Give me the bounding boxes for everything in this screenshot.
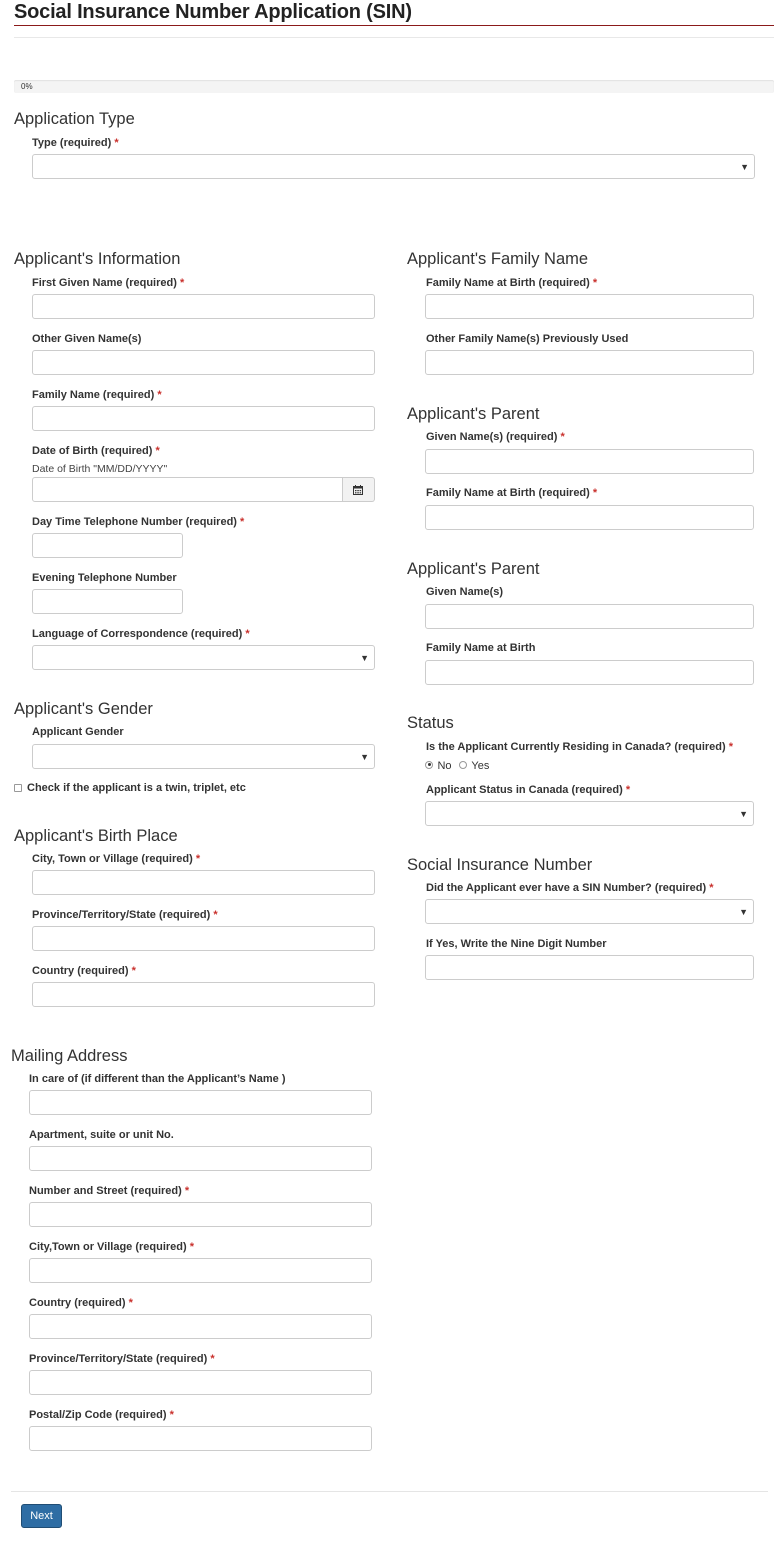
section-birth-place: Applicant's Birth Place: [14, 827, 178, 845]
family-name-at-birth-input[interactable]: [425, 294, 754, 319]
in-care-of-input[interactable]: [29, 1090, 372, 1115]
twin-checkbox-label: Check if the applicant is a twin, triplet, etc: [27, 782, 246, 794]
birth-province-label: Province/Territory/State (required) *: [32, 909, 218, 921]
type-select[interactable]: [32, 154, 755, 179]
apartment-input[interactable]: [29, 1146, 372, 1171]
radio-yes[interactable]: [459, 761, 467, 769]
postal-code-label: Postal/Zip Code (required) *: [29, 1409, 174, 1421]
street-label: Number and Street (required) *: [29, 1185, 190, 1197]
dob-input[interactable]: [32, 477, 343, 502]
had-sin-select[interactable]: [425, 899, 754, 924]
in-care-of-label: In care of (if different than the Applicant’s Name ): [29, 1073, 286, 1085]
family-name-at-birth-label: Family Name at Birth (required) *: [426, 277, 598, 289]
chevron-down-icon: ▼: [740, 162, 749, 172]
radio-no[interactable]: [425, 761, 433, 769]
first-given-name-label: First Given Name (required) *: [32, 277, 185, 289]
parent1-family-name-input[interactable]: [425, 505, 754, 530]
birth-city-label: City, Town or Village (required) *: [32, 853, 201, 865]
parent1-given-names-label: Given Name(s) (required) *: [426, 431, 565, 443]
footer-divider: [11, 1491, 768, 1492]
calendar-icon: [353, 485, 363, 495]
sin-number-label: If Yes, Write the Nine Digit Number: [426, 938, 607, 950]
chevron-down-icon: ▼: [739, 907, 748, 917]
evening-phone-label: Evening Telephone Number: [32, 572, 177, 584]
other-given-names-input[interactable]: [32, 350, 375, 375]
mailing-province-input[interactable]: [29, 1370, 372, 1395]
status-in-canada-label: Applicant Status in Canada (required) *: [426, 784, 631, 796]
section-status: Status: [407, 714, 454, 732]
section-application-type: Application Type: [14, 110, 135, 128]
title-underline: [14, 25, 774, 26]
chevron-down-icon: ▼: [360, 752, 369, 762]
section-parent-1: Applicant's Parent: [407, 405, 540, 423]
residing-radio-group: [425, 756, 489, 774]
language-select[interactable]: [32, 645, 375, 670]
status-in-canada-select[interactable]: [425, 801, 754, 826]
calendar-button[interactable]: [343, 477, 375, 502]
next-button[interactable]: Next: [21, 1504, 62, 1528]
twin-checkbox[interactable]: [14, 784, 22, 792]
parent2-given-names-input[interactable]: [425, 604, 754, 629]
street-input[interactable]: [29, 1202, 372, 1227]
parent2-family-name-input[interactable]: [425, 660, 754, 685]
parent1-given-names-input[interactable]: [425, 449, 754, 474]
apartment-label: Apartment, suite or unit No.: [29, 1129, 174, 1141]
radio-yes-label: Yes: [471, 760, 490, 772]
first-given-name-input[interactable]: [32, 294, 375, 319]
had-sin-label: Did the Applicant ever have a SIN Number? (required) *: [426, 882, 714, 894]
section-family-name: Applicant's Family Name: [407, 250, 589, 268]
birth-country-label: Country (required) *: [32, 965, 136, 977]
page-title: Social Insurance Number Application (SIN): [14, 1, 412, 23]
family-name-label: Family Name (required) *: [32, 389, 162, 401]
title-divider: [14, 37, 774, 38]
birth-province-input[interactable]: [32, 926, 375, 951]
chevron-down-icon: ▼: [360, 653, 369, 663]
other-family-names-label: Other Family Name(s) Previously Used: [426, 333, 629, 345]
progress-bar: [14, 80, 774, 93]
other-family-names-input[interactable]: [425, 350, 754, 375]
section-sin: Social Insurance Number: [407, 856, 593, 874]
other-given-names-label: Other Given Name(s): [32, 333, 142, 345]
parent2-family-name-label: Family Name at Birth: [426, 642, 536, 654]
day-phone-input[interactable]: [32, 533, 183, 558]
parent2-given-names-label: Given Name(s): [426, 586, 504, 598]
dob-help-text: Date of Birth "MM/DD/YYYY": [32, 463, 168, 475]
section-applicant-information: Applicant's Information: [14, 250, 181, 268]
mailing-province-label: Province/Territory/State (required) *: [29, 1353, 215, 1365]
gender-select[interactable]: [32, 744, 375, 769]
section-mailing-address: Mailing Address: [11, 1047, 128, 1065]
family-name-input[interactable]: [32, 406, 375, 431]
language-label: Language of Correspondence (required) *: [32, 628, 250, 640]
mailing-country-label: Country (required) *: [29, 1297, 133, 1309]
section-parent-2: Applicant's Parent: [407, 560, 540, 578]
radio-no-label: No: [437, 760, 452, 772]
postal-code-input[interactable]: [29, 1426, 372, 1451]
birth-country-input[interactable]: [32, 982, 375, 1007]
birth-city-input[interactable]: [32, 870, 375, 895]
mailing-city-label: City,Town or Village (required) *: [29, 1241, 195, 1253]
gender-label: Applicant Gender: [32, 726, 124, 738]
mailing-city-input[interactable]: [29, 1258, 372, 1283]
residing-label: Is the Applicant Currently Residing in Canada? (required) *: [426, 741, 734, 753]
evening-phone-input[interactable]: [32, 589, 183, 614]
progress-label: 0%: [21, 82, 33, 91]
parent1-family-name-label: Family Name at Birth (required) *: [426, 487, 598, 499]
sin-number-input[interactable]: [425, 955, 754, 980]
type-label: Type (required) *: [32, 137, 119, 149]
dob-label: Date of Birth (required) *: [32, 445, 160, 457]
mailing-country-input[interactable]: [29, 1314, 372, 1339]
section-gender: Applicant's Gender: [14, 700, 153, 718]
chevron-down-icon: ▼: [739, 809, 748, 819]
day-phone-label: Day Time Telephone Number (required) *: [32, 516, 245, 528]
